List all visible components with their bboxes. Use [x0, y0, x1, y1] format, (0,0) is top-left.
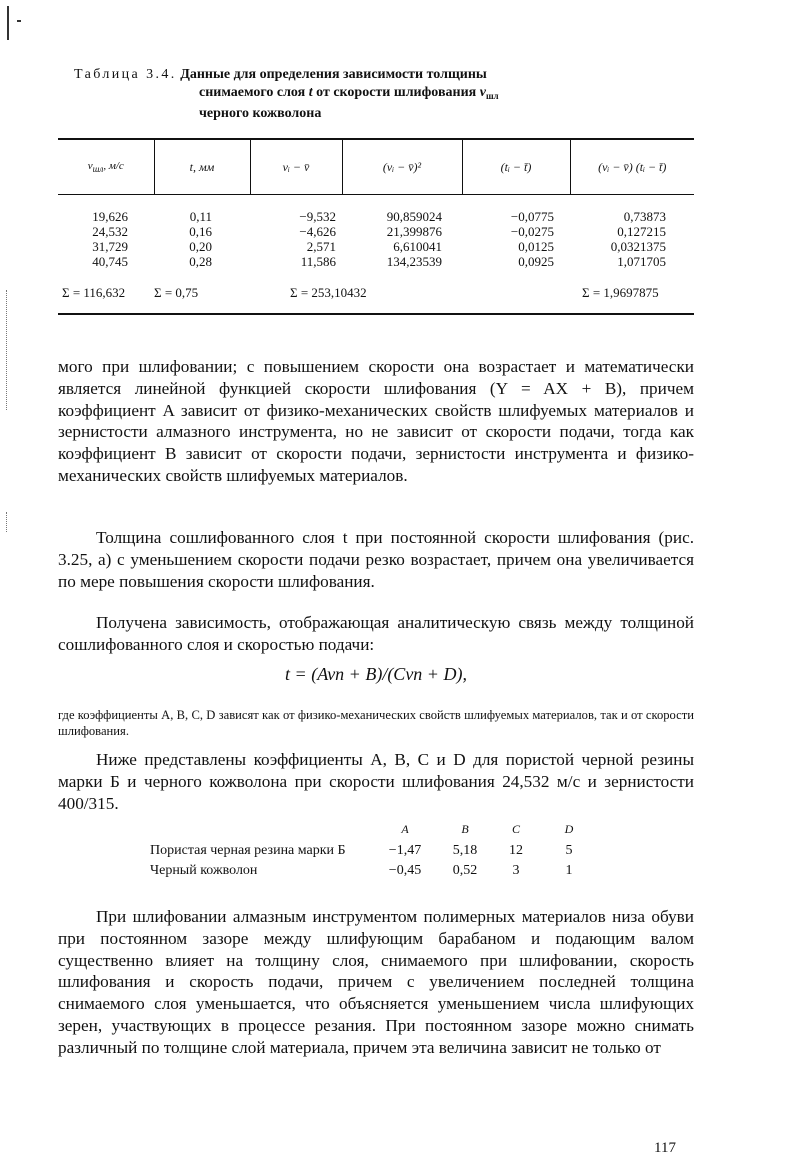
coef-value: 0,52 — [452, 863, 478, 878]
header-v-diff-squared: (vᵢ − v̄)² — [342, 139, 462, 195]
scan-artifact — [17, 20, 21, 22]
sum-cell: Σ = 116,632 — [58, 269, 154, 314]
table-cell: 0,0925 — [518, 254, 554, 269]
paragraph-2: Толщина сошлифованного слоя t при постоянной скорости шлифования (рис. 3.25, a) с уменьшением скорости подачи резко возрастает, причем она увеличивается по мере повышения скорости шлифования. — [58, 528, 694, 591]
table-cell: −0,0775 — [510, 209, 554, 224]
formula: t = (Avп + B)/(Cvп + D), — [285, 664, 467, 684]
table-cell: 0,20 — [189, 239, 212, 254]
header-t: t, мм — [154, 139, 250, 195]
table-cell: 0,11 — [189, 209, 212, 224]
coef-header-b: B — [461, 821, 469, 836]
paragraph-3: Получена зависимость, отображающая аналитическую связь между толщиной сошлифованного слоя и скоростью подачи: — [58, 613, 694, 654]
table-cell: 11,586 — [300, 254, 336, 269]
table-cell: 0,0321375 — [610, 239, 666, 254]
coef-header-row — [150, 817, 600, 841]
table-row — [58, 239, 694, 254]
table-cell: −4,626 — [299, 224, 336, 239]
coef-row — [150, 841, 600, 861]
table-cell: 0,0125 — [518, 239, 554, 254]
paragraph-5: При шлифовании алмазным инструментом полимерных материалов низа обуви при постоянном зазоре между шлифующим барабаном и подающим валом существенно влияет на толщину слоя, снимаемого при шлифовании, скорость шлифования и скорость подачи, причем с увеличением последней толщина снимаемого слоя уменьшается, что объясняется уменьшением числа шлифующих зерен, участвующих в процессе резания. При постоянном зазоре можно снимать различный по толщине слой материала, причем эта величина зависит не только от — [58, 907, 694, 1057]
page-number: 117 — [654, 1140, 676, 1156]
paragraph-4: Ниже представлены коэффициенты A, B, C и D для пористой черной резины марки Б и черного кожволона при скорости шлифования 24,532 м/с и зернистости 400/315. — [58, 750, 694, 813]
scan-artifact — [6, 512, 8, 532]
sum-cell: Σ = 1,9697875 — [570, 269, 694, 314]
table-caption — [74, 66, 694, 123]
formula-note: где коэффициенты A, B, C, D зависят как от физико-механических свойств шлифуемых материалов, так и от скорости шлифования. — [58, 708, 694, 738]
coef-value: −0,45 — [388, 863, 422, 878]
coef-header-empty — [150, 817, 374, 841]
scan-artifact — [7, 6, 9, 40]
scan-artifact — [6, 290, 8, 410]
table-cell: −0,0275 — [510, 224, 554, 239]
table-cell: 40,745 — [92, 254, 128, 269]
coef-value: 5 — [565, 843, 573, 858]
table-cell: 19,626 — [92, 209, 128, 224]
table-cell: 0,127215 — [617, 224, 666, 239]
header-product: (vᵢ − v̄) (tᵢ − t̄) — [570, 139, 694, 195]
paragraph-1: мого при шлифовании; с повышением скорости она возрастает и математически является линейной функцией скорости шлифования (Y = AX + B), причем коэффициент A зависит от физико-механических свойств шлифуемых материалов и зернистости алмазного инструмента, но не зависит от скорости подачи, тогда как коэффициент B зависит от скорости подачи, зернистости инструмента и физико-механических свойств шлифуемых материалов. — [58, 357, 694, 485]
material-name: Черный кожволон — [150, 863, 258, 878]
coef-value: 12 — [509, 843, 523, 858]
table-row — [58, 254, 694, 269]
table-cell: 31,729 — [92, 239, 128, 254]
coef-header-d: D — [564, 821, 574, 836]
table-sum-row — [58, 269, 694, 314]
sum-cell-empty — [462, 269, 570, 314]
table-cell: 0,73873 — [623, 209, 666, 224]
table-cell: 0,28 — [189, 254, 212, 269]
table-row — [58, 224, 694, 239]
coef-value: 3 — [512, 863, 520, 878]
sum-cell: Σ = 253,10432 — [250, 269, 462, 314]
coef-value: 5,18 — [452, 843, 478, 858]
table-row — [58, 195, 694, 225]
table-label: Таблица 3.4. — [74, 67, 177, 82]
coef-value: −1,47 — [388, 843, 422, 858]
table-cell: 2,571 — [306, 239, 336, 254]
coef-row — [150, 861, 600, 881]
caption-line-1: Данные для определения зависимости толщины — [180, 67, 487, 82]
table-cell: 6,610041 — [393, 239, 442, 254]
coef-header-a: A — [401, 821, 409, 836]
header-v-diff: vᵢ − v̄ — [250, 139, 342, 195]
table-cell: 1,071705 — [617, 254, 666, 269]
caption-line-2: снимаемого слоя t от скорости шлифования $v_{шл}$ — [199, 85, 499, 101]
coef-header-c: C — [511, 821, 520, 836]
sum-cell: Σ = 0,75 — [154, 269, 250, 314]
data-table — [58, 138, 694, 315]
table-cell: −9,532 — [299, 209, 336, 224]
header-v-shl: $v_{шл}$, м/с — [58, 139, 154, 195]
table-cell: 21,399876 — [386, 224, 442, 239]
header-t-diff: (tᵢ − t̄) — [462, 139, 570, 195]
caption-line-3: черного кожволона — [199, 106, 322, 121]
table-cell: 0,16 — [189, 224, 212, 239]
coefficient-table — [150, 817, 600, 881]
table-cell: 24,532 — [92, 224, 128, 239]
table-cell: 134,23539 — [386, 254, 442, 269]
table-cell: 90,859024 — [386, 209, 442, 224]
material-name: Пористая черная резина марки Б — [150, 843, 346, 858]
coef-value: 1 — [565, 863, 573, 878]
table-header-row — [58, 139, 694, 195]
